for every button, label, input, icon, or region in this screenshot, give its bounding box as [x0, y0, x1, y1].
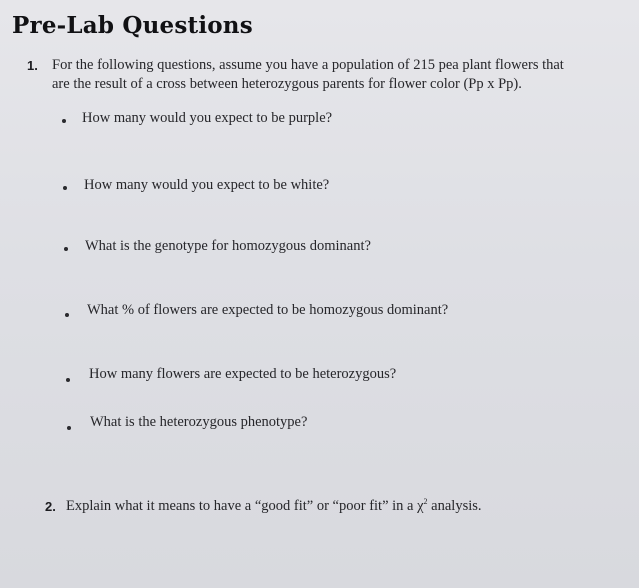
sub-question-percent: What % of flowers are expected to be homozygous dominant?	[87, 302, 449, 318]
question-2-text	[66, 497, 482, 515]
bullet-icon	[66, 378, 70, 382]
question-2-text-before: Explain what it means to have a “good fit” or “poor fit” in a χ	[66, 497, 424, 514]
page-title: Pre-Lab Questions	[12, 12, 253, 39]
bullet-icon	[63, 186, 67, 190]
sub-question-purple: How many would you expect to be purple?	[82, 110, 333, 126]
sub-question-white: How many would you expect to be white?	[84, 177, 330, 193]
chi-squared-superscript: 2	[423, 497, 428, 506]
question-1-text	[52, 56, 632, 94]
question-2-number: 2.	[45, 499, 56, 514]
question-2-text-after: analysis.	[427, 497, 482, 514]
sub-question-heterozygous-count: How many flowers are expected to be heterozygous?	[89, 366, 397, 382]
bullet-icon	[62, 119, 66, 123]
question-1-line-1: For the following questions, assume you have a population of 215 pea plant flowers that	[52, 57, 564, 73]
sub-question-genotype: What is the genotype for homozygous dominant?	[85, 238, 371, 254]
bullet-icon	[64, 247, 68, 251]
question-1-line-2: are the result of a cross between heterozygous parents for flower color (Pp x Pp).	[52, 76, 522, 92]
bullet-icon	[65, 313, 69, 317]
bullet-icon	[67, 426, 71, 430]
sub-question-phenotype: What is the heterozygous phenotype?	[90, 414, 308, 430]
question-1-number: 1.	[27, 58, 38, 73]
